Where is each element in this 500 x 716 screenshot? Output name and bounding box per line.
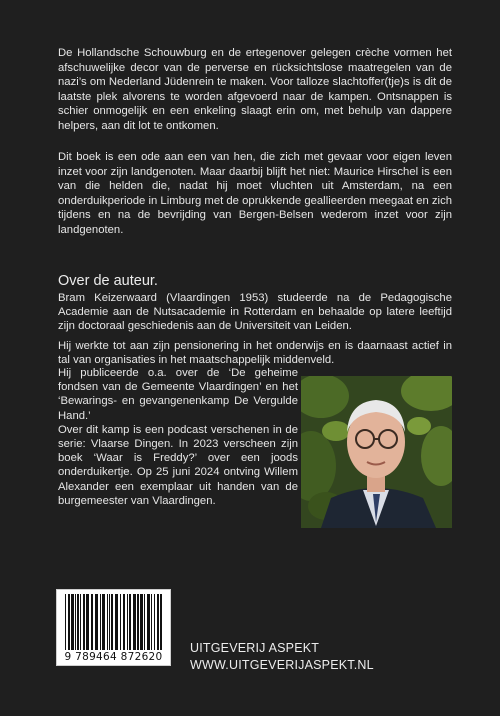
author-bio-paragraph-1: Bram Keizerwaard (Vlaardingen 1953) studeerde na de Pedagogische Academie aan de Nutsacademie in Rotterdam en behaalde op latere leeftijd zijn doctoraal geschiedenis aan de Universiteit van Leiden. [58,292,452,333]
barcode-bar [109,594,110,650]
barcode-bar [80,594,81,650]
publisher-name: UITGEVERIJ ASPEKT [190,641,320,655]
barcode-bar [147,594,150,650]
barcode-bar [115,594,118,650]
barcode-bar [157,594,159,650]
blurb-paragraph-2: Dit boek is een ode aan een van hen, die zich met gevaar voor eigen leven inzet voor zijn landgenoten. Maar daarbij blijft het niet: Maurice Hirschel is een van die helden die, nadat hij moet vluchten uit Amsterdam, na een onderduikperiode in Limburg met de oprukkende geallieerden meegaat en zich tijdens en na de bevrijding van Bergen-Belsen wederom inzet voor zijn landgenoten. [58,151,452,236]
barcode-bar [111,594,113,650]
isbn-barcode [56,589,171,666]
barcode-bar [83,594,85,650]
barcode-bar [102,594,105,650]
author-heading: Over de auteur. [58,273,158,289]
barcode-bar [95,594,98,650]
publisher-block [190,640,374,674]
barcode-bar [91,594,93,650]
barcode-bars [57,590,170,652]
blurb-paragraph-1: De Hollandsche Schouwburg en de ertegenover gelegen crèche vormen het afschuwelijke decor van de perverse en rücksichtslose maatregelen van de nazi’s om Nederland Jüdenrein te maken. Voor talloze slachtoffer(tje)s is dit de laatste plek alvorens te worden afgevoerd naar de kampen. Ontsnappen is schier onmogelijk en een enkeling slaagt erin om, met behulp van dappere helpers, aan dit lot te ontkomen. [58,47,452,132]
barcode-bar [133,594,136,650]
barcode-bar [100,594,101,650]
barcode-bar [120,594,121,650]
barcode-bar [144,594,145,650]
author-photo [301,376,452,528]
isbn-number: 9 789464 872620 [64,651,163,663]
barcode-bar [86,594,89,650]
barcode-bar [123,594,125,650]
author-bio-paragraph-2: Hij werkte tot aan zijn pensionering in het onderwijs en is daarnaast actief in tal van organisaties in het maatschappelijk middenveld. [58,340,452,367]
barcode-bar [129,594,131,650]
author-bio-paragraph-4: Over dit kamp is een podcast verschenen in de serie: Vlaarse Dingen. In 2023 verscheen zijn boek ‘Waar is Freddy?’ over een joods onderduikertje. Op 25 juni 2024 ontving Willem Alexander een exemplaar uit handen van de burgemeester van Vlaardingen. [58,423,298,507]
barcode-bar [160,594,162,650]
barcode-bar [127,594,128,650]
barcode-bar [75,594,76,650]
barcode-bar [140,594,143,650]
publisher-website[interactable]: WWW.UITGEVERIJASPEKT.NL [190,658,374,672]
barcode-bar [151,594,152,650]
barcode-bar [71,594,74,650]
barcode-bar [68,594,70,650]
barcode-bar [65,594,66,650]
barcode-bar [137,594,139,650]
author-bio-paragraph-3: Hij publiceerde o.a. over de ‘De geheime fondsen van de Gemeente Vlaardingen’ en het ‘Bewarings- en gevangenenkamp De Vergulde Hand.’ [58,367,298,422]
barcode-bar [77,594,79,650]
author-bio-column [58,366,298,508]
barcode-bar [107,594,108,650]
barcode-bar [154,594,155,650]
author-portrait-image [301,376,452,528]
